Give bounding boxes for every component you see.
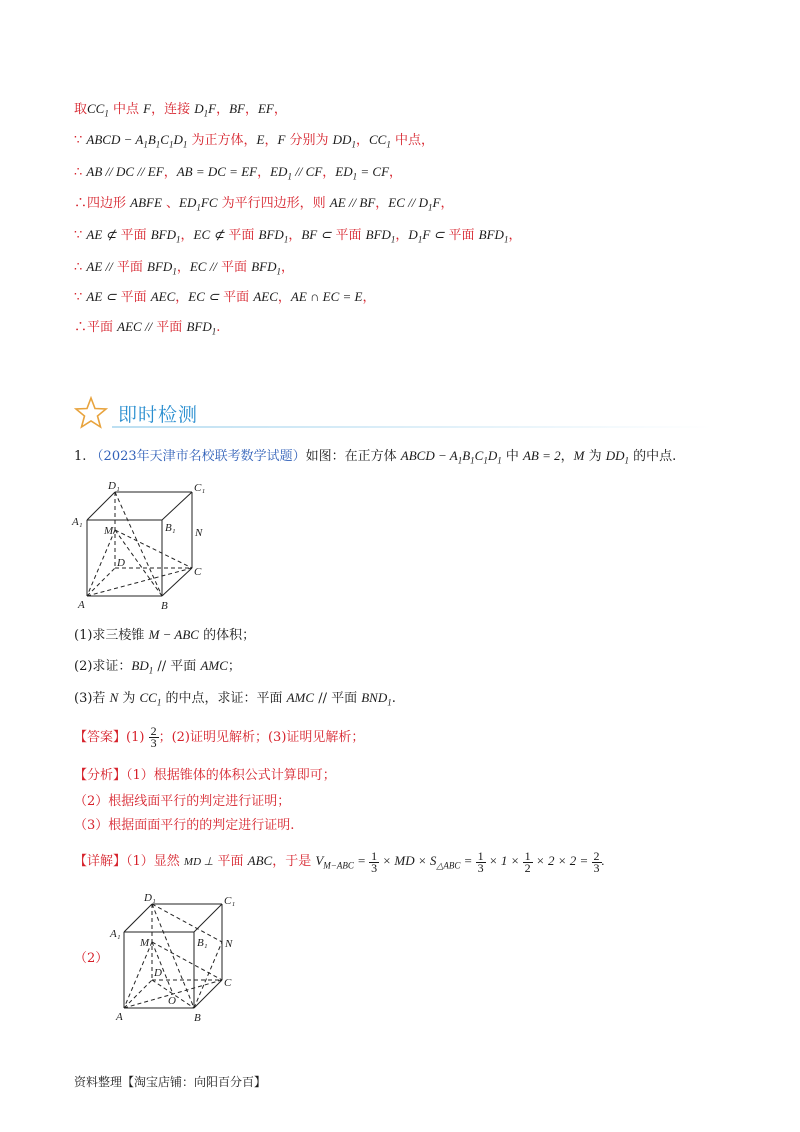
proof-line-4: ∴四边形 ABFE 、$ED_1FC$ 为平行四边形，则 AE // BF，EC // $D_1F$， [74,195,454,213]
fig2-label-a: A [116,1011,123,1023]
proof-line-1: 取$CC_1$ 中点 F，连接 $D_1F$，BF，EF， [74,101,287,119]
analysis-line-1 [74,767,336,785]
label-a: A [78,599,85,611]
label-a1: A₁ [72,516,83,528]
fig2-label-b1: B₁ [197,937,208,949]
proof-line-2: ∵ ABCD − $A_1B_1C_1D_1$ 为正方体，E，F 分别为 $DD_1$，$CC_1$ 中点， [74,132,434,150]
fig2-label-d: D [154,967,162,979]
proof-line-8: ∴平面 AEC // 平面 $BFD_1$. [74,319,221,337]
label-m: M [104,525,114,537]
analysis-label: 【分析】 [74,768,127,783]
problem-source: （2023年天津市名校联考数学试题） [90,449,306,464]
fig2-label-c1: C₁ [224,895,236,907]
cube-figure-1 [70,478,220,616]
label-b1: B₁ [165,522,176,534]
fig2-label-o: O [168,995,176,1007]
section-title-underline [112,426,712,428]
fig2-label-m: M [140,937,150,949]
analysis-line-2: （2）根据线面平行的判定进行证明； [74,794,291,809]
detail-label: 【详解】 [74,854,127,869]
problem-number: 1. [74,449,87,464]
proof-line-5: ∵ AE ⊄ 平面 $BFD_1$，EC ⊄ 平面 $BFD_1$，BF ⊂ 平面 $BFD_1$，$D_1F$ ⊂ 平面 $BFD_1$， [74,227,522,245]
star-icon [74,396,108,430]
problem-part-2: (2)求证：$BD_1$ // 平面 AMC； [74,658,241,676]
label-c1: C₁ [194,482,206,494]
problem-part-1: (1)求三棱锥 M − ABC 的体积； [74,627,256,643]
detail-part-2-label: （2） [74,951,109,966]
cube-figure-2 [108,890,248,1026]
label-n: N [195,527,203,539]
proof-line-7: ∵ AE ⊂ 平面 AEC，EC ⊂ 平面 AEC，AE ∩ EC = E， [74,289,376,305]
fig2-label-n: N [225,938,233,950]
analysis-line-3: （3）根据面面平行的的判定进行证明. [74,818,295,833]
label-c: C [194,566,202,578]
fig2-label-a1: A₁ [110,928,121,940]
analysis-text-1: （1）根据锥体的体积公式计算即可； [126,768,336,783]
section-title-label: 即时检测 [118,404,199,426]
fig2-label-b: B [194,1012,201,1024]
proof-line-3: ∴ AB // DC // EF，AB = DC = EF，$ED_1$ // CF，$ED_1$ = CF， [74,164,403,182]
fig2-label-c: C [224,977,232,989]
problem-part-3: (3)若 N 为 $CC_1$ 的中点，求证：平面 AMC // 平面 $BND_1$. [74,690,396,708]
problem-stem: 1. （2023年天津市名校联考数学试题）如图：在正方体 ABCD − $A_1B_1C_1D_1$ 中 AB = 2，M 为 $DD_1$ 的中点. [74,448,677,466]
label-d1: D₁ [108,480,120,492]
label-d: D [117,557,125,569]
section-title [74,396,724,430]
fig2-label-d1: D₁ [144,892,156,904]
answer-label: 【答案】 [74,730,127,745]
answer-line: 【答案】(1) 2 3 ；(2)证明见解析；(3)证明见解析； [74,724,365,750]
proof-line-6: ∴ AE // 平面 $BFD_1$，EC // 平面 $BFD_1$， [74,259,294,277]
label-b: B [161,600,168,612]
footer: 资料整理【淘宝店铺：向阳百分百】 [74,1075,267,1089]
detail-part-1: 【详解】（1）显然 MD ⊥ 平面 ABC，于是 $V_{M-ABC} = 1$ 3 × MD × $S_{\triangle ABC} = 1$ 3 × 1 × 1 2 × 2 × 2 = 2 3 . [74,848,605,875]
